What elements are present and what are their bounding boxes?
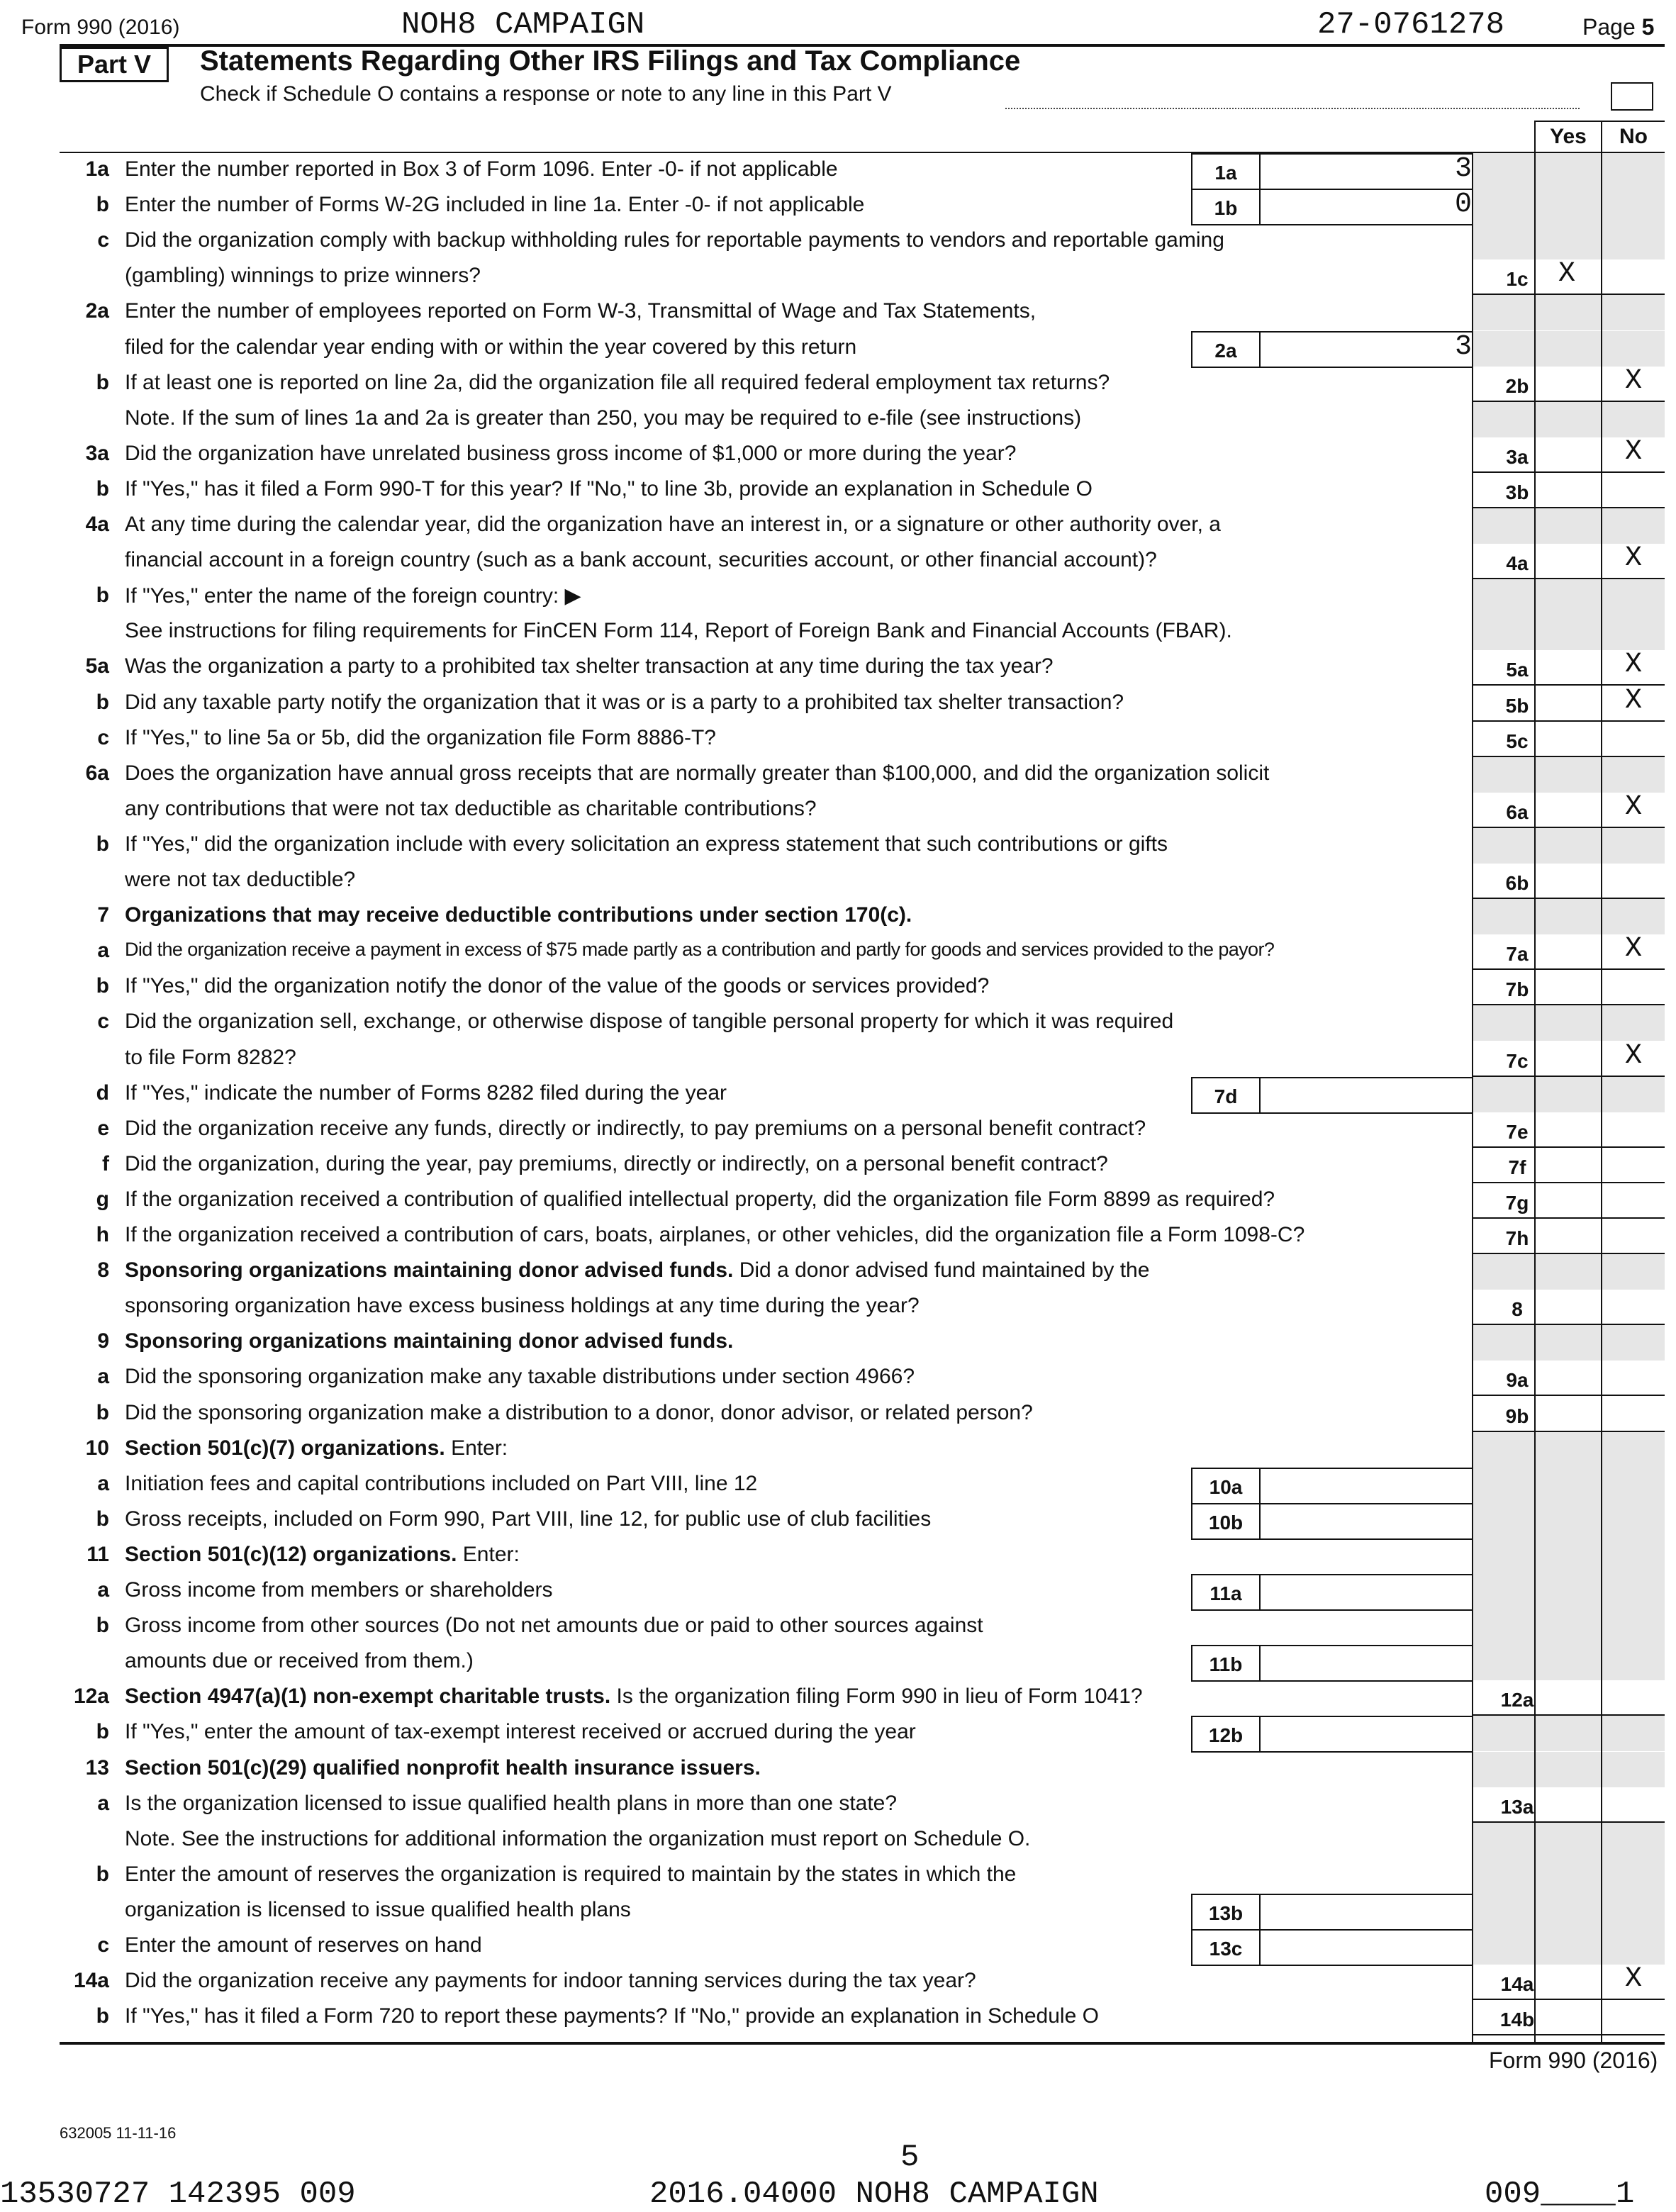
- line-row: [0, 1574, 1676, 1609]
- line-row: [0, 899, 1676, 934]
- line-text: If "Yes," has it filed a Form 720 to report these payments? If "No," provide an explanation in Schedule O: [125, 2004, 1099, 2028]
- page-indicator: [1582, 14, 1654, 40]
- line-row: [0, 153, 1676, 189]
- line-text: Enter the number of employees reported on Form W-3, Transmittal of Wage and Tax Statements,: [125, 299, 1037, 323]
- inner-line-label: 11a: [1209, 1582, 1242, 1604]
- line-number: a: [97, 1578, 109, 1602]
- amount-box[interactable]: [1191, 1929, 1472, 1966]
- line-number: 1a: [85, 157, 109, 181]
- line-number: b: [96, 1507, 109, 1531]
- answer-line-label: 9a: [1506, 1369, 1529, 1392]
- line-row: [0, 1112, 1676, 1148]
- line-text: Did the sponsoring organization make a distribution to a donor, donor advisor, or related person?: [125, 1400, 1033, 1424]
- line-row: [0, 864, 1676, 899]
- line-number: 8: [97, 1258, 109, 1283]
- inner-line-label: 12b: [1208, 1724, 1244, 1747]
- line-row: [0, 331, 1676, 367]
- answer-line-label: 7b: [1505, 978, 1529, 1001]
- line-row: [0, 544, 1676, 579]
- line-row: [0, 1361, 1676, 1396]
- yes-header: Yes: [1550, 125, 1587, 148]
- answer-line-label: 3b: [1505, 481, 1529, 503]
- line-text: financial account in a foreign country (such as a bank account, securities account, or other financial account)?: [125, 548, 1157, 572]
- inner-line-label: 13c: [1209, 1938, 1243, 1960]
- line-number: a: [97, 1791, 109, 1815]
- line-row: [0, 650, 1676, 686]
- line-text: Did the organization comply with backup withholding rules for reportable payments to vendors and reportable gaming: [125, 228, 1224, 252]
- line-text: Initiation fees and capital contributions included on Part VIII, line 12: [125, 1471, 758, 1495]
- line-text: Gross income from other sources (Do not net amounts due or paid to other sources against: [125, 1614, 983, 1638]
- line-row: [0, 793, 1676, 828]
- form-bottom-label: Form 990 (2016): [1489, 2048, 1658, 2073]
- inner-line-label: 1b: [1214, 197, 1238, 220]
- line-text: Section 4947(a)(1) non-exempt charitable trusts. Is the organization filing Form 990 in lieu of Form 1041?: [125, 1685, 1143, 1709]
- answer-line-label: 7h: [1505, 1227, 1529, 1249]
- inner-line-label: 10a: [1209, 1475, 1243, 1498]
- line-number: d: [96, 1080, 109, 1105]
- line-row: [0, 224, 1676, 259]
- line-text: Section 501(c)(12) organizations. Enter:: [125, 1542, 520, 1566]
- line-row: [0, 402, 1676, 437]
- line-text: If "Yes," to line 5a or 5b, did the organization file Form 8886-T?: [125, 725, 716, 749]
- no-checkbox[interactable]: X: [1624, 542, 1642, 575]
- line-text: Did the sponsoring organization make any taxable distributions under section 4966?: [125, 1365, 915, 1389]
- line-row: [0, 295, 1676, 330]
- line-number: f: [102, 1151, 109, 1175]
- line-number: b: [96, 193, 109, 217]
- line-row: [0, 1503, 1676, 1538]
- line-number: 9: [97, 1329, 109, 1353]
- batch-id-right: 009____1: [1485, 2177, 1635, 2212]
- inner-line-label: 10b: [1208, 1511, 1244, 1534]
- no-checkbox[interactable]: X: [1624, 684, 1642, 717]
- line-number: 12a: [73, 1685, 109, 1709]
- line-number: c: [97, 228, 109, 252]
- line-text: At any time during the calendar year, did the organization have an interest in, or a signature or other authority over, a: [125, 513, 1221, 536]
- inner-line-label: 13b: [1208, 1901, 1244, 1924]
- amount-box[interactable]: [1191, 1468, 1472, 1504]
- line-row: [0, 1609, 1676, 1645]
- line-text: Note. If the sum of lines 1a and 2a is greater than 250, you may be required to e-file (see instructions): [125, 406, 1082, 430]
- answer-line-label: 8: [1512, 1298, 1523, 1321]
- line-row: [0, 1752, 1676, 1787]
- line-row: [0, 473, 1676, 508]
- amount-value: 0: [1454, 189, 1472, 221]
- line-number: 6a: [85, 761, 109, 785]
- answer-line-label: 7a: [1506, 943, 1529, 966]
- part-title: Statements Regarding Other IRS Filings and Tax Compliance: [200, 45, 1021, 77]
- line-text: to file Form 8282?: [125, 1045, 296, 1069]
- line-row: [0, 2000, 1676, 2035]
- line-text: If "Yes," did the organization notify the donor of the value of the goods or services provided?: [125, 974, 990, 998]
- line-text: Organizations that may receive deductible contributions under section 170(c).: [125, 903, 912, 927]
- line-number: b: [96, 690, 109, 714]
- line-row: [0, 828, 1676, 864]
- no-checkbox[interactable]: X: [1624, 649, 1642, 681]
- line-text: If the organization received a contribution of cars, boats, airplanes, or other vehicles, did the organization file a Form 1098-C?: [125, 1223, 1305, 1246]
- answer-line-label: 14a: [1500, 1973, 1534, 1996]
- line-number: h: [96, 1223, 109, 1246]
- line-text: amounts due or received from them.): [125, 1649, 474, 1673]
- batch-id-left: 13530727 142395 009: [0, 2177, 356, 2212]
- line-row: [0, 437, 1676, 473]
- inner-line-label: 7d: [1214, 1085, 1238, 1107]
- line-row: [0, 1680, 1676, 1716]
- line-row: [0, 1041, 1676, 1077]
- answer-line-label: 13a: [1500, 1795, 1534, 1818]
- line-row: [0, 1929, 1676, 1965]
- line-row: [0, 1468, 1676, 1503]
- line-text: organization is licensed to issue qualified health plans: [125, 1897, 631, 1921]
- answer-line-label: 2b: [1505, 374, 1529, 397]
- line-text: any contributions that were not tax deductible as charitable contributions?: [125, 796, 817, 820]
- line-text: Section 501(c)(7) organizations. Enter:: [125, 1436, 508, 1460]
- answer-line-label: 12a: [1500, 1689, 1534, 1711]
- amount-box[interactable]: [1191, 1645, 1472, 1682]
- no-header: No: [1619, 125, 1648, 148]
- amount-box[interactable]: [1191, 1503, 1472, 1540]
- ein: 27-0761278: [1317, 7, 1505, 43]
- inner-line-label: 11b: [1209, 1653, 1243, 1676]
- line-row: [0, 1219, 1676, 1254]
- no-checkbox[interactable]: X: [1624, 1963, 1642, 1996]
- line-number: 2a: [85, 299, 109, 323]
- line-text: If "Yes," has it filed a Form 990-T for this year? If "No," to line 3b, provide an explanation in Schedule O: [125, 476, 1093, 501]
- line-number: b: [96, 832, 109, 856]
- answer-line-label: 1c: [1506, 268, 1529, 291]
- line-row: [0, 1325, 1676, 1361]
- inner-line-label: 2a: [1214, 339, 1237, 362]
- answer-line-label: 5a: [1506, 659, 1529, 681]
- no-checkbox[interactable]: X: [1624, 1039, 1642, 1072]
- line-row: [0, 686, 1676, 722]
- line-row: [0, 189, 1676, 224]
- page-word: Page: [1582, 14, 1636, 40]
- line-number: b: [96, 583, 109, 608]
- answer-line-label: 7e: [1506, 1120, 1529, 1143]
- line-text: If "Yes," enter the amount of tax-exempt interest received or accrued during the year: [125, 1720, 916, 1744]
- form-label: Form 990 (2016): [21, 16, 180, 39]
- line-number: b: [96, 974, 109, 998]
- line-text: Enter the amount of reserves the organization is required to maintain by the states in which the: [125, 1862, 1017, 1886]
- line-text: were not tax deductible?: [125, 868, 356, 891]
- line-number: b: [96, 476, 109, 501]
- answer-line-label: 6b: [1505, 872, 1529, 894]
- line-number: e: [97, 1116, 109, 1140]
- org-name: NOH8 CAMPAIGN: [401, 7, 645, 43]
- line-row: [0, 1823, 1676, 1858]
- line-text: Sponsoring organizations maintaining donor advised funds. Did a donor advised fund maintained by the: [125, 1258, 1150, 1283]
- line-row: [0, 615, 1676, 650]
- line-text: Sponsoring organizations maintaining donor advised funds.: [125, 1329, 734, 1353]
- schedule-o-checkbox[interactable]: [1611, 82, 1653, 111]
- amount-box[interactable]: [1191, 1894, 1472, 1931]
- line-row: [0, 364, 1676, 402]
- line-row: [0, 1538, 1676, 1574]
- line-row: [0, 1397, 1676, 1432]
- answer-line-label: 7c: [1506, 1049, 1529, 1072]
- line-number: a: [97, 1471, 109, 1495]
- line-row: [0, 1005, 1676, 1041]
- line-row: [0, 1858, 1676, 1894]
- line-number: b: [96, 1862, 109, 1886]
- line-text: Was the organization a party to a prohibited tax shelter transaction at any time during the tax year?: [125, 654, 1054, 678]
- batch-id-center: 2016.04000 NOH8 CAMPAIGN: [649, 2177, 1099, 2212]
- line-row: [0, 1290, 1676, 1325]
- line-text: Gross receipts, included on Form 990, Part VIII, line 12, for public use of club facilities: [125, 1507, 932, 1531]
- line-row: [0, 579, 1676, 615]
- answer-line-label: 6a: [1506, 800, 1529, 823]
- line-row: [0, 1077, 1676, 1112]
- line-number: a: [97, 1365, 109, 1389]
- line-text: filed for the calendar year ending with or within the year covered by this return: [125, 335, 857, 359]
- line-number: 5a: [85, 654, 109, 678]
- line-number: b: [96, 2004, 109, 2028]
- line-number: 13: [85, 1755, 109, 1780]
- line-text: Did the organization, during the year, pay premiums, directly or indirectly, on a personal benefit contract?: [125, 1151, 1108, 1175]
- line-text: Note. See the instructions for additional information the organization must report on Schedule O.: [125, 1826, 1031, 1850]
- answer-line-label: 5c: [1506, 730, 1529, 752]
- line-text: If "Yes," indicate the number of Forms 8282 filed during the year: [125, 1080, 727, 1105]
- line-text: Section 501(c)(29) qualified nonprofit health insurance issuers.: [125, 1755, 761, 1780]
- line-text: See instructions for filing requirements for FinCEN Form 114, Report of Foreign Bank and Financial Accounts (FBAR).: [125, 619, 1232, 643]
- form-code: 632005 11-11-16: [60, 2124, 177, 2142]
- line-row: [0, 1183, 1676, 1219]
- line-text: Gross income from members or shareholders: [125, 1578, 553, 1602]
- line-row: [0, 970, 1676, 1005]
- line-number: c: [97, 1010, 109, 1034]
- line-row: [0, 1148, 1676, 1183]
- amount-box[interactable]: [1191, 1574, 1472, 1611]
- line-number: a: [97, 939, 109, 963]
- no-checkbox[interactable]: X: [1624, 791, 1642, 823]
- line-number: b: [96, 370, 109, 394]
- part-tag: Part V: [60, 47, 169, 82]
- line-text: If "Yes," did the organization include with every solicitation an express statement that such contributions or gifts: [125, 832, 1168, 856]
- answer-line-label: 5b: [1505, 694, 1529, 717]
- line-number: c: [97, 725, 109, 749]
- line-text: If "Yes," enter the name of the foreign country: ▶: [125, 584, 581, 608]
- answer-line-label: 9b: [1505, 1404, 1529, 1427]
- line-row: [0, 1716, 1676, 1751]
- no-checkbox[interactable]: X: [1624, 933, 1642, 966]
- line-number: 11: [86, 1542, 109, 1566]
- answer-line-label: 14b: [1499, 2009, 1535, 2031]
- line-text: Did the organization sell, exchange, or otherwise dispose of tangible personal property for which it was required: [125, 1010, 1174, 1034]
- no-checkbox[interactable]: X: [1624, 435, 1642, 468]
- inner-line-label: 1a: [1214, 162, 1237, 184]
- line-text: Did the organization have unrelated business gross income of $1,000 or more during the year?: [125, 441, 1017, 465]
- line-row: [0, 1894, 1676, 1929]
- amount-value: 3: [1454, 153, 1472, 185]
- line-row: [0, 259, 1676, 295]
- line-number: 7: [97, 903, 109, 927]
- line-text: Enter the number reported in Box 3 of Form 1096. Enter -0- if not applicable: [125, 157, 838, 181]
- line-text: Did the organization receive any payments for indoor tanning services during the tax year?: [125, 1969, 976, 1993]
- line-number: 4a: [85, 513, 109, 536]
- line-text: Does the organization have annual gross receipts that are normally greater than $100,000, and did the organization solicit: [125, 761, 1270, 785]
- no-checkbox[interactable]: X: [1624, 364, 1642, 397]
- answer-line-label: 7g: [1505, 1191, 1529, 1214]
- line-text: Is the organization licensed to issue qualified health plans in more than one state?: [125, 1791, 898, 1815]
- line-text: Enter the amount of reserves on hand: [125, 1933, 482, 1957]
- line-number: 14a: [73, 1969, 109, 1993]
- line-number: 10: [85, 1436, 109, 1460]
- line-text: If at least one is reported on line 2a, did the organization file all required federal employment tax returns?: [125, 370, 1110, 394]
- amount-box[interactable]: [1191, 1077, 1472, 1114]
- line-row: [0, 722, 1676, 757]
- answer-line-label: 3a: [1506, 445, 1529, 468]
- amount-value: 3: [1454, 330, 1472, 363]
- schedule-o-check-text: Check if Schedule O contains a response or note to any line in this Part V: [200, 82, 892, 106]
- line-number: b: [96, 1400, 109, 1424]
- line-text: Did the organization receive a payment in excess of $75 made partly as a contribution and partly for goods and services provided to the payor?: [125, 939, 1275, 961]
- line-text: If the organization received a contribution of qualified intellectual property, did the organization file Form 8899 as required?: [125, 1187, 1275, 1211]
- line-row: [0, 1645, 1676, 1680]
- answer-line-label: 7f: [1508, 1156, 1526, 1178]
- page-number: 5: [1641, 14, 1655, 40]
- line-text: Did the organization receive any funds, directly or indirectly, to pay premiums on a personal benefit contract?: [125, 1116, 1146, 1140]
- line-text: Did any taxable party notify the organization that it was or is a party to a prohibited tax shelter transaction?: [125, 690, 1124, 714]
- line-row: [0, 1254, 1676, 1290]
- page-center-number: 5: [900, 2140, 920, 2175]
- line-row: [0, 757, 1676, 793]
- amount-box[interactable]: [1191, 1716, 1472, 1753]
- answer-line-label: 4a: [1506, 552, 1529, 575]
- line-text: (gambling) winnings to prize winners?: [125, 264, 481, 288]
- line-text: sponsoring organization have excess business holdings at any time during the year?: [125, 1294, 920, 1318]
- line-number: c: [97, 1933, 109, 1957]
- line-row: [0, 1965, 1676, 2000]
- line-text: Enter the number of Forms W-2G included in line 1a. Enter -0- if not applicable: [125, 193, 865, 217]
- line-number: b: [96, 1720, 109, 1744]
- line-row: [0, 1787, 1676, 1823]
- line-number: b: [96, 1614, 109, 1638]
- yes-checkbox[interactable]: X: [1558, 258, 1575, 291]
- line-row: [0, 1432, 1676, 1468]
- line-number: g: [96, 1187, 109, 1211]
- line-row: [0, 934, 1676, 970]
- line-number: 3a: [85, 441, 109, 465]
- line-row: [0, 508, 1676, 544]
